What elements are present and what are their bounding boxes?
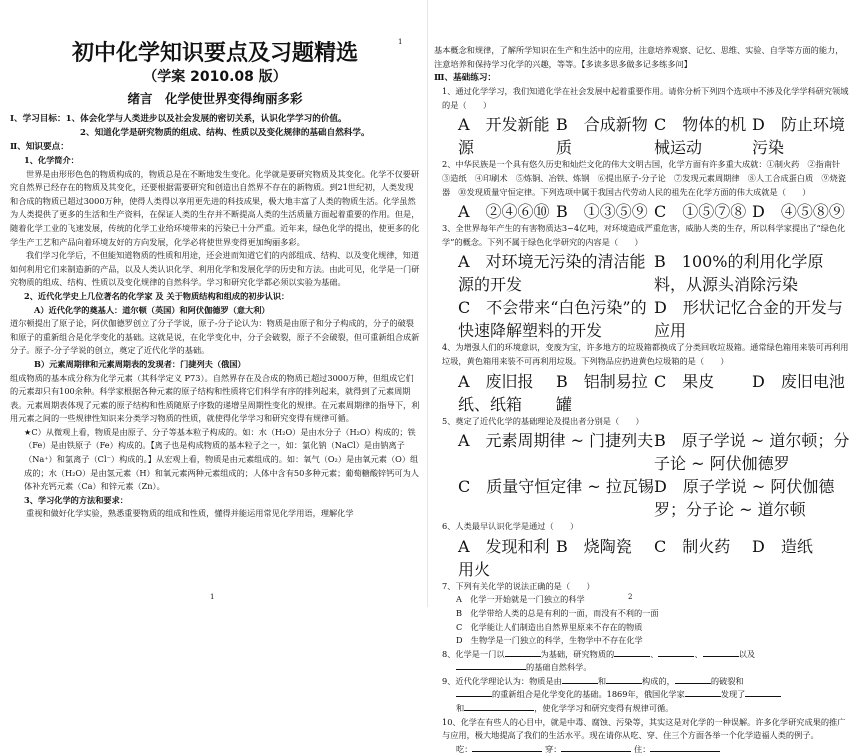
question-9-cont [434,688,850,702]
q8-text: 8、化学是一门以 [442,648,505,659]
q8-text: 以及 [738,648,756,659]
document-subtitle: （学案 2010.08 版） [143,69,287,85]
q4-options [434,369,850,415]
q3-options-row1 [434,249,850,295]
page-marker: 1 [398,38,403,46]
q3-options-row2 [434,295,850,341]
q10-wear-blank[interactable] [561,743,631,752]
question-9 [434,675,850,689]
q2-option: A ②④⑥⑩ [458,202,550,222]
q5-options-row1 [434,428,850,474]
q7-option: C 化学能让人们制造出自然界里原来不存在的物质 [456,621,643,632]
knowledge-label: Ⅱ、知识要点： [10,142,69,152]
q8-text: 为基础，研究物质的 [540,648,615,659]
q2-option: B ①③⑤⑨ [556,202,648,222]
k2-c-text: ★C）从微观上看，物质是由原子、分子等基本粒子构成的。如：水（H₂O）是由水分子（H₂O）构成的；铁（Fe）是由铁原子（Fe）构成的。【离子也是构成物质的基本粒子之一，如：氯化钠（NaCl）是由钠离子（Na⁺）和氯离子（Cl⁻）构成的。】从宏观上看，物质是由元素组成的。如：氧气（O₂）是由氧元素（O）组成的；水（H₂O）是由氢元素（H）和氧元素两种元素组成的；人体中含有50多种元素；葡萄糖酸锌钙可为人体补充钙元素（Ca）和锌元素（Zn）。 [24,426,419,492]
question-9-cont2 [434,702,850,716]
q8-blank[interactable] [456,661,526,670]
page-number-right: 2 [628,593,633,601]
q5-options-row2 [434,474,850,520]
k2-title: 2、近代化学史上几位著名的化学家 及 关于物质结构和组成的初步认识： [24,290,290,301]
q10-eat-label: 吃： [456,743,473,754]
q9-text: 9、近代化学理论认为：物质是由 [442,675,562,686]
chapter-title: 绪言 化学使世界变得绚丽多彩 [127,91,303,106]
q6-option: B 烧陶瓷 [556,536,632,556]
k3-title: 3、学习化学的方法和要求： [24,494,128,505]
q5-option: D 原子学说 ~ 阿伏伽德罗；分子论 ~ 道尔顿 [654,477,835,520]
q2-options [434,199,850,222]
q8-blank[interactable] [703,648,739,657]
q1-option: C 物体的机械运动 [654,115,747,158]
q4-option: B 铝制易拉罐 [556,371,648,414]
q8-blank[interactable] [505,648,541,657]
q9-blank[interactable] [606,675,642,684]
learning-goals [10,112,420,126]
q10-live-label: 住： [634,743,651,754]
q3-option: D 形状记忆合金的开发与应用 [654,298,843,341]
question-2: 2、中华民族是一个具有悠久历史和灿烂文化的伟大文明古国，化学方面有许多重大成就：①制火药 ②指南针 ③造纸 ④印刷术 ⑤炼铜、冶铁、炼钢 ⑥提出原子-分子论 ⑦发现元素周期律 ⑧人工合成蛋白质 ⑨烧瓷器 ⑩发现质量守恒定律。下列选项中属于我国古代劳动人民的祖先在化学方面的伟大成就是（ ） [442,159,849,197]
q10-eat-blank[interactable] [472,743,542,752]
q9-blank[interactable] [685,688,721,697]
question-10: 10、化学在有些人的心目中，就是中毒、腐蚀、污染等，其实这是对化学的一种误解。许多化学研究成果的推广与应用，极大地提高了我们的生活水平。现在请你从吃、穿、住三个方面各举一个化学造福人类的例子。 [442,716,846,741]
q1-option: D 防止环境污染 [752,115,845,158]
q10-live-blank[interactable] [650,743,720,752]
goal-1: 1、体会化学与人类进步以及社会发展的密切关系，认识化学学习的价值。 [65,114,347,124]
q3-option: B 100%的利用化学原料，从源头消除污染 [654,252,824,295]
question-3: 3、全世界每年产生的有害物质达3~4亿吨，对环境造成严重危害，威胁人类的生存，所以科学家提出了“绿色化学”的概念。下列不属于绿色化学研究的内容是（ ） [442,223,846,247]
q6-option: D 造纸 [752,536,813,556]
q8-blank[interactable] [658,648,694,657]
q5-option: A 元素周期律 ~ 门捷列夫 [458,431,654,451]
q6-option: C 制火药 [654,536,731,556]
q9-text: ，使化学学习和研究变得有规律可循。 [534,703,674,714]
q2-option: D ④⑤⑧⑨ [752,202,845,222]
question-5: 5、奠定了近代化学的基础理论及提出者分别是（ ） [442,415,644,426]
k2-b-text: 组成物质的基本成分称为化学元素（其科学定义 P73）。自然界存在及合成的物质已超过3000万种，但组成它们的元素却只有100余种。科学家根据各种元素的原子结构和性质将它们科学有序的排列起来，就得到了元素周期表。元素周期表体现了元素的原子结构和性质随原子序数的递增呈周期性变化的规律。在元素周期律的指导下，利用元素之间的一些规律性知识来分类学习物质的性质，就使得化学学习和研究变得有规律可循。 [10,372,420,424]
q9-text: 构成的， [642,675,675,686]
q3-option: A 对环境无污染的清洁能源的开发 [458,252,646,295]
k3-text: 重视和做好化学实验，熟悉重要物质的组成和性质，懂得并能运用常见化学用语，理解化学 [26,508,354,519]
k2-a-heading: A）近代化学的奠基人：道尔顿（英国）和阿伏伽德罗（意大利） [34,304,270,315]
q6-option: A 发现和利用火 [458,536,550,579]
goal-label: Ⅰ、学习目标： [10,114,66,124]
q1-option: A 开发新能源 [458,115,550,158]
question-4: 4、为增强人们的环境意识，变废为宝，许多地方的垃圾箱都换成了分类回收垃圾箱。通常绿色箱用来装可再利用垃圾，黄色箱用来装不可再利用垃圾。下列物品应扔进黄色垃圾箱的是（ ） [442,342,849,366]
q9-blank[interactable] [745,688,781,697]
q4-option: D 废旧电池 [752,371,845,391]
q7-option: D 生物学是一门独立的科学，生物学中不存在化学 [456,635,643,646]
q6-options [434,534,850,580]
q9-text: 发现了 [720,689,746,700]
q4-option: A 废旧报纸、纸箱 [458,371,534,414]
q5-option: C 质量守恒定律 ~ 拉瓦锡 [458,477,654,497]
k1-paragraph-1: 世界是由形形色色的物质构成的，物质总是在不断地发生变化。化学就是要研究物质及其变化。化学不仅要研究自然界已经存在的物质及其变化，还要根据需要研究和创造出自然界不存在的新物质。到21世纪初，人类发现和合成的物质已超过3000万种，使得人类得以享用更先进的科技成果，极大地丰富了人类的物质生活。化学虽然为人类提供了更多的生活和生产资料，在保证人类的生存并不断提高人类的生活质量方面起着重要的作用。但是，随着化学工业的飞速发展，传统的化学工业给环境带来的污染已十分严重。近年来，绿色化学的提出，使更多的化学生产工艺和产品向着环境友好的方向发展，化学必将使世界变得更加绚丽多彩。 [10,168,420,247]
left-page [0,0,428,607]
question-8-cont [434,661,850,675]
q9-text: 和 [597,675,607,686]
q9-blank[interactable] [464,702,534,711]
q9-text: 的重新组合是化学变化的基础。1869年，俄国化学家 [492,689,685,700]
q10-wear-label: 穿： [545,743,562,754]
q8-blank[interactable] [614,648,650,657]
q8-text: 、 [694,648,703,659]
q7-option: A 化学一开始就是一门独立的科学 [456,594,585,605]
page-number-left: 1 [210,593,215,601]
question-6: 6、人类最早认识化学是通过（ ） [442,521,579,532]
q2-option: C ①⑤⑦⑧ [654,202,747,222]
q7-option: B 化学带给人类的总是有利的一面，而没有不利的一面 [456,607,659,618]
k2-b-heading: B）元素周期律和元素周期表的发现者：门捷列夫（俄国） [34,358,246,369]
intro-continued: 基本概念和规律，了解所学知识在生产和生活中的应用，注意培养观察、记忆、思维、实验、自学等方面的能力，注意培养和保持学习化学的兴趣，等等。【多读多思多做多记多练多问】 [434,45,844,69]
q8-text: 的基础自然科学。 [526,662,592,673]
right-page [398,0,860,754]
question-8 [434,648,850,662]
practice-label: Ⅲ、基础练习： [434,73,497,84]
question-7: 7、下列有关化学的说法正确的是（ ） [442,580,595,591]
question-1: 1、通过化学学习，我们知道化学在社会发展中起着重要作用。请你分析下列四个选项中不涉及化学学科研究领域的是（ ） [442,86,849,110]
q8-text: 、 [650,648,659,659]
q4-option: C 果皮 [654,371,715,391]
q9-text: 的破裂和 [710,675,744,686]
q3-option: C 不会带来“白色污染”的快速降解塑料的开发 [458,298,647,341]
k2-a-text: 道尔顿提出了原子论，阿伏伽德罗创立了分子学说，原子-分子论认为：物质是由原子和分子构成的，分子的破裂和原子的重新组合是化学变化的基础。这就是说，在化学变化中，分子会破裂，原子不会破裂，但可重新组合成新分子。原子-分子学说的创立，奠定了近代化学的基础。 [10,318,420,356]
q1-options [434,112,850,158]
q9-blank[interactable] [562,675,598,684]
q1-option: B 合成新物质 [556,115,648,158]
q9-text: 和 [456,703,465,714]
q10-answers [434,743,850,756]
q9-blank[interactable] [675,675,711,684]
q5-option: B 原子学说 ~ 道尔顿；分子论 ~ 阿伏伽德罗 [654,431,850,474]
k1-paragraph-2: 我们学习化学后，不但能知道物质的性质和用途，还会进而知道它们的内部组成、结构、以及变化规律，知道如何利用它们来制造新的产品，以及人类认识化学、利用化学和发展化学的历史和方法。由此可见，化学是一门研究物质的组成、结构、性质以及变化规律的自然科学。学习和研究化学都必须以实验为基础。 [10,250,420,288]
document-title: 初中化学知识要点及习题精选 [71,41,358,66]
k1-title: 1、化学简介： [24,155,79,165]
q9-blank[interactable] [456,688,492,697]
goal-2: 2、知道化学是研究物质的组成、结构、性质以及变化规律的基础自然科学。 [80,128,370,138]
